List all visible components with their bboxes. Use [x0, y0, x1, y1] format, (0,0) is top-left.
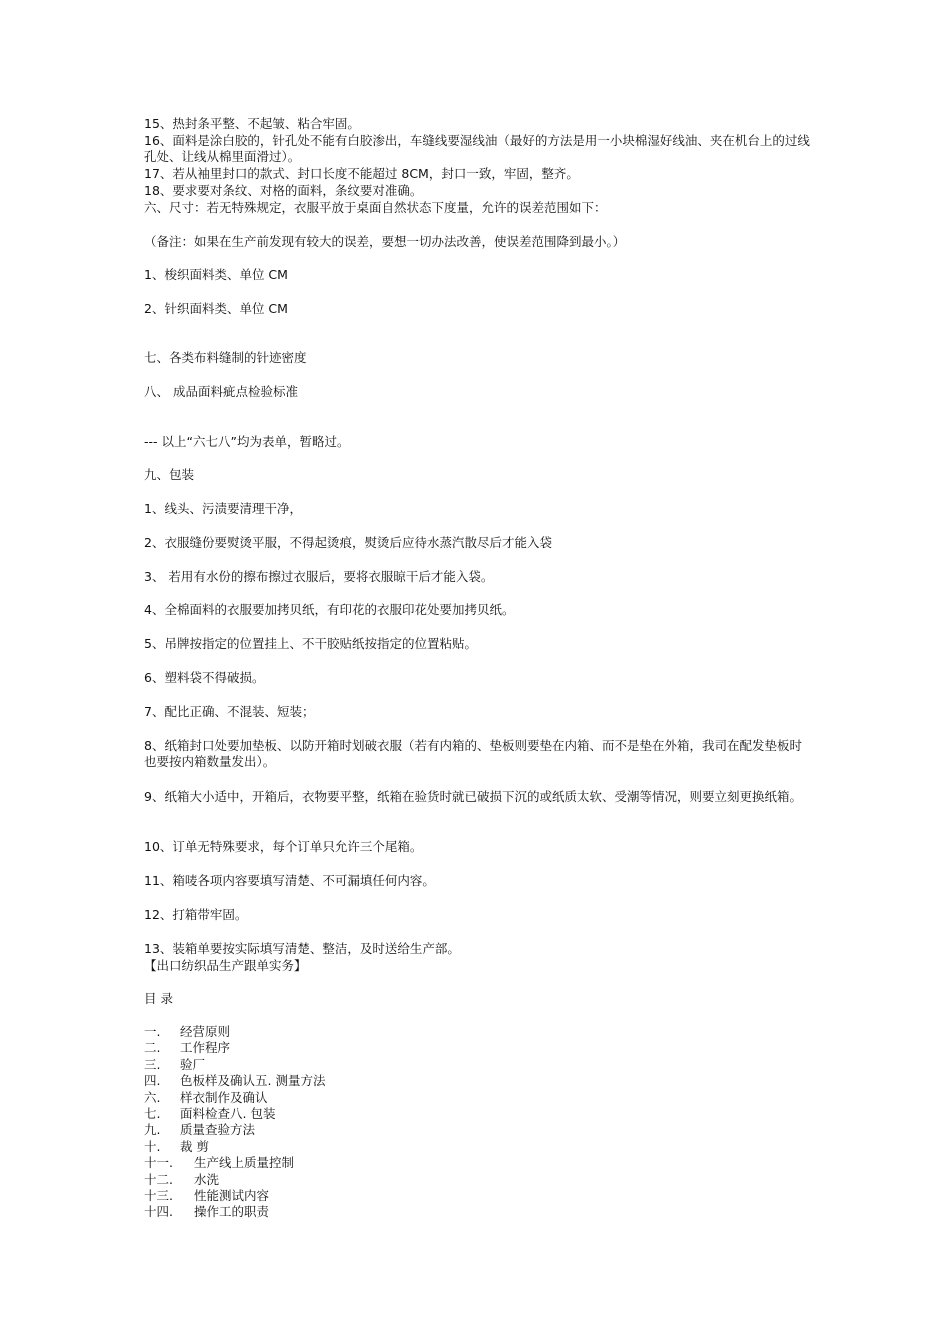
six-item-1: 1、梭织面料类、单位 CM	[144, 267, 288, 282]
toc-entry	[144, 1106, 325, 1122]
item-17: 17、若从袖里封口的款式、封口长度不能超过 8CM，封口一致，牢固，整齐。	[144, 166, 579, 181]
toc-entry	[144, 1188, 325, 1204]
packaging-item: 11、箱唛各项内容要填写清楚、不可漏填任何内容。	[144, 873, 435, 888]
toc-text: 生产线上质量控制	[194, 1155, 295, 1171]
packaging-item: 5、吊牌按指定的位置挂上、不干胶贴纸按指定的位置粘贴。	[144, 636, 477, 651]
table-of-contents	[144, 1024, 325, 1221]
toc-number: 二.	[144, 1040, 161, 1056]
toc-text: 裁 剪	[180, 1138, 209, 1154]
toc-entry	[144, 1139, 325, 1155]
toc-number: 一.	[144, 1024, 161, 1039]
item-16: 16、面料是涂白胶的，针孔处不能有白胶渗出，车缝线要湿线油（最好的方法是用一小块棉湿好线油、夹在机台上的过线孔处、让线从棉里面滑过）。	[144, 133, 810, 164]
toc-entry	[144, 1172, 325, 1188]
item-18: 18、要求要对条纹、对格的面料，条纹要对准确。	[144, 183, 423, 198]
toc-number: 十.	[144, 1138, 161, 1154]
toc-number: 六.	[144, 1089, 161, 1105]
toc-heading: 目 录	[144, 991, 173, 1006]
packaging-item: 2、衣服缝份要熨烫平服，不得起烫痕，熨烫后应待水蒸汽散尽后才能入袋	[144, 535, 552, 550]
toc-text: 质量查验方法	[180, 1122, 256, 1138]
toc-text: 性能测试内容	[194, 1188, 270, 1204]
toc-text: 水洗	[194, 1171, 220, 1187]
packaging-item: 6、塑料袋不得破损。	[144, 670, 265, 685]
toc-entry	[144, 1204, 325, 1220]
toc-entry	[144, 1155, 325, 1171]
toc-text: 色板样及确认五. 测量方法	[180, 1073, 326, 1089]
toc-entry	[144, 1024, 325, 1040]
toc-number: 十三.	[144, 1188, 173, 1204]
packaging-item: 7、配比正确、不混装、短装；	[144, 704, 315, 719]
toc-number: 三.	[144, 1056, 161, 1072]
packaging-item: 9、纸箱大小适中，开箱后，衣物要平整，纸箱在验货时就已破损下沉的或纸质太软、受潮等情况，则要立刻更换纸箱。	[144, 789, 802, 804]
packaging-item: 4、全棉面料的衣服要加拷贝纸，有印花的衣服印花处要加拷贝纸。	[144, 602, 515, 617]
note-678: --- 以上“六七八”均为表单，暂略过。	[144, 434, 350, 449]
toc-number: 十二.	[144, 1171, 173, 1187]
toc-number: 十四.	[144, 1204, 173, 1220]
toc-text: 样衣制作及确认	[180, 1089, 268, 1105]
book-title: 【出口纺织品生产跟单实务】	[144, 958, 307, 973]
packaging-item: 10、订单无特殊要求，每个订单只允许三个尾箱。	[144, 839, 423, 854]
toc-number: 十一.	[144, 1155, 173, 1171]
toc-number: 七.	[144, 1106, 161, 1122]
packaging-item: 1、线头、污渍要清理干净，	[144, 501, 302, 516]
toc-entry	[144, 1090, 325, 1106]
section-eight-heading: 八、 成品面料疵点检验标准	[144, 384, 298, 399]
toc-text: 面料检查八. 包装	[180, 1106, 276, 1122]
item-15: 15、热封条平整、不起皱、粘合牢固。	[144, 116, 360, 131]
toc-entry	[144, 1040, 325, 1056]
packaging-item: 8、纸箱封口处要加垫板、以防开箱时划破衣服（若有内箱的、垫板则要垫在内箱、而不是垫在外箱，我司在配发垫板时也要按内箱数量发出）。	[144, 738, 802, 769]
toc-entry	[144, 1073, 325, 1089]
section-seven-heading: 七、各类布料缝制的针迹密度	[144, 350, 307, 365]
toc-text: 经营原则	[180, 1024, 231, 1039]
toc-text: 验厂	[180, 1056, 206, 1072]
section-nine-heading: 九、包装	[144, 467, 195, 482]
packaging-item: 3、 若用有水份的擦布擦过衣服后，要将衣服晾干后才能入袋。	[144, 569, 494, 584]
toc-text: 操作工的职责	[194, 1204, 270, 1220]
toc-number: 四.	[144, 1073, 161, 1089]
section-six-heading: 六、尺寸：若无特殊规定，衣服平放于桌面自然状态下度量，允许的误差范围如下：	[144, 200, 607, 215]
toc-entry	[144, 1122, 325, 1138]
toc-entry	[144, 1057, 325, 1073]
toc-number: 九.	[144, 1122, 161, 1138]
toc-text: 工作程序	[180, 1040, 231, 1056]
six-item-2: 2、针织面料类、单位 CM	[144, 301, 288, 316]
packaging-item: 13、装箱单要按实际填写清楚、整洁，及时送给生产部。	[144, 941, 460, 956]
remark: （备注：如果在生产前发现有较大的误差，要想一切办法改善，使误差范围降到最小。）	[144, 234, 626, 249]
packaging-item: 12、打箱带牢固。	[144, 907, 248, 922]
